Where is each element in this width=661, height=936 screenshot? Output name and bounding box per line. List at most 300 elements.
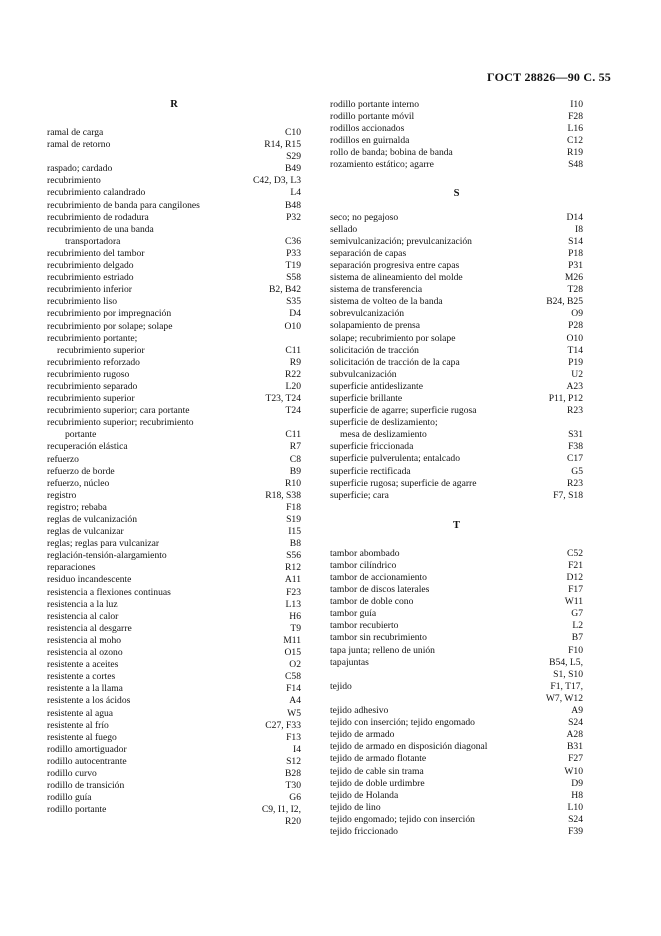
- entry-code: O10: [566, 332, 583, 344]
- entry-code: P28: [568, 320, 583, 332]
- entry-term: recubrimiento: [47, 175, 101, 187]
- entry-code: S31: [568, 429, 583, 441]
- entry-term: rodillo portante: [47, 804, 107, 816]
- entry-term: tejido de cable sin trama: [330, 765, 424, 777]
- entry-term: resistencia al desgarre: [47, 622, 132, 634]
- index-entry: [47, 212, 301, 224]
- index-entry: [47, 466, 301, 478]
- index-entry: [330, 453, 583, 465]
- entry-term: reparaciones: [47, 562, 96, 574]
- entry-code: F13: [286, 731, 301, 743]
- entry-code: L20: [285, 380, 301, 392]
- index-entry: [47, 429, 301, 441]
- entry-term: recubrimiento de rodadura: [47, 211, 149, 223]
- index-list-t: [330, 548, 583, 838]
- entry-code: R20: [285, 816, 301, 828]
- entry-term: reglas de vulcanizar: [47, 526, 124, 538]
- entry-term: superficie antideslizante: [330, 380, 423, 392]
- entry-term: resistente a cortes: [47, 671, 116, 683]
- entry-code: L2: [572, 620, 583, 632]
- index-entry: [47, 248, 301, 260]
- entry-code: S48: [568, 159, 583, 171]
- entry-code: S19: [286, 514, 301, 525]
- section-heading-s: S: [453, 187, 460, 199]
- entry-term: resistente a los ácidos: [47, 695, 131, 707]
- entry-code: C9, I1, I2,: [261, 804, 301, 816]
- entry-term: semivulcanización; prevulcanización: [330, 235, 472, 247]
- entry-term: tambor de doble cono: [330, 596, 414, 608]
- index-entry: [330, 548, 583, 560]
- entry-code: B28: [285, 767, 301, 779]
- entry-code: W7, W12: [545, 692, 583, 704]
- entry-term: recubrimiento por impregnación: [47, 308, 172, 320]
- entry-term: portante: [65, 429, 97, 441]
- index-entry: [330, 657, 583, 669]
- entry-term: resistente al frío: [47, 719, 109, 731]
- index-entry: [47, 659, 301, 671]
- entry-code: R18, S38: [265, 489, 301, 501]
- entry-code: B8: [289, 538, 301, 550]
- entry-term: resistente a la llama: [47, 683, 123, 695]
- index-entry: [47, 502, 301, 514]
- index-entry: [47, 357, 301, 369]
- index-entry: [330, 123, 583, 135]
- entry-term: solicitación de tracción de la capa: [330, 356, 460, 368]
- entry-term: recubrimiento de una banda: [47, 223, 154, 235]
- entry-term: tejido de armado en disposición diagonal: [330, 741, 488, 753]
- entry-code: W5: [287, 707, 301, 719]
- index-entry: [47, 224, 301, 236]
- entry-term: superficie de agarre; superficie rugosa: [330, 405, 477, 417]
- entry-code: B2, B42: [269, 284, 301, 296]
- index-entry: [47, 333, 301, 345]
- entry-code: F1, T17,: [550, 680, 583, 692]
- index-entry: [47, 272, 301, 284]
- entry-code: D9: [571, 777, 583, 789]
- entry-term: solicitación de tracción: [330, 344, 419, 356]
- entry-term: recubrimiento superior; recubrimiento: [47, 417, 194, 429]
- entry-term: registro; rebaba: [47, 501, 107, 513]
- entry-term: refuerzo, núcleo: [47, 477, 110, 489]
- entry-term: separación de capas: [330, 247, 407, 259]
- entry-term: rollo de banda; bobina de banda: [330, 147, 453, 159]
- index-entry: [47, 321, 301, 333]
- entry-code: G6: [289, 792, 301, 804]
- entry-code: C12: [567, 135, 583, 147]
- entry-code: C8: [289, 453, 301, 465]
- entry-term: refuerzo: [47, 453, 79, 465]
- section-heading-r: R: [170, 99, 178, 110]
- entry-term: seco; no pegajoso: [330, 211, 399, 223]
- index-entry: [330, 584, 583, 596]
- index-entry: [330, 790, 583, 802]
- entry-code: C42, D3, L3: [253, 175, 301, 187]
- entry-code: H6: [289, 610, 301, 622]
- entry-code: F17: [568, 584, 583, 596]
- index-entry: [330, 729, 583, 741]
- entry-code: S29: [286, 151, 301, 163]
- entry-term: recubrimiento superior; cara portante: [47, 405, 190, 417]
- entry-term: recubrimiento superior: [47, 393, 135, 405]
- entry-term: superficie rectificada: [330, 465, 411, 477]
- index-entry: [330, 705, 583, 717]
- entry-term: recubrimiento separado: [47, 380, 138, 392]
- entry-term: tejido friccionado: [330, 825, 398, 837]
- entry-code: I10: [570, 99, 583, 110]
- entry-term: tambor recubierto: [330, 620, 399, 632]
- index-entry: [330, 826, 583, 838]
- entry-code: I4: [293, 743, 301, 755]
- entry-term: solape; recubrimiento por solape: [330, 332, 456, 344]
- entry-code: W11: [564, 596, 583, 608]
- entry-code: B54, L5,: [549, 656, 583, 668]
- index-entry: [47, 599, 301, 611]
- index-entry: [330, 429, 583, 441]
- index-entry: [330, 693, 583, 705]
- entry-term: tejido con inserción; tejido engomado: [330, 717, 475, 729]
- entry-code: L10: [567, 801, 583, 813]
- entry-code: R14, R15: [264, 139, 301, 151]
- entry-code: S24: [568, 813, 583, 825]
- entry-term: tambor de accionamiento: [330, 572, 427, 583]
- entry-code: I15: [288, 526, 301, 538]
- index-entry: [47, 647, 301, 659]
- entry-term: resistente al fuego: [47, 731, 117, 743]
- entry-term: tambor de discos laterales: [330, 584, 430, 596]
- index-entry: [330, 236, 583, 248]
- entry-term: rodillo autocentrante: [47, 755, 127, 767]
- index-entry: [47, 514, 301, 526]
- entry-term: tejido: [330, 680, 352, 692]
- entry-term: tejido de lino: [330, 801, 381, 813]
- index-entry: [47, 151, 301, 163]
- entry-term: tejido de armado flotante: [330, 753, 427, 765]
- index-entry: [47, 454, 301, 466]
- entry-code: R19: [567, 147, 583, 159]
- entry-term: tejido de Holanda: [330, 789, 399, 801]
- index-list-s: [330, 212, 583, 502]
- index-entry: [47, 804, 301, 816]
- entry-term: rodillos en guirnalda: [330, 135, 410, 147]
- entry-code: R9: [289, 356, 301, 368]
- index-entry: [47, 139, 301, 151]
- index-entry: [47, 163, 301, 175]
- index-entry: [47, 768, 301, 780]
- entry-term: superficie brillante: [330, 392, 403, 404]
- entry-term: recubrimiento superior: [57, 344, 145, 356]
- entry-code: R10: [285, 477, 301, 489]
- entry-code: S58: [286, 272, 301, 284]
- index-entry: [47, 284, 301, 296]
- entry-code: T23, T24: [265, 393, 301, 405]
- section-heading-t: T: [452, 519, 460, 531]
- entry-term: recubrimiento calandrado: [47, 187, 146, 199]
- index-entry: [47, 732, 301, 744]
- entry-code: P18: [568, 247, 583, 259]
- entry-code: P11, P12: [548, 392, 583, 404]
- index-entry: [330, 296, 583, 308]
- index-list-r-continued: [330, 99, 583, 172]
- entry-term: refuerzo de borde: [47, 465, 115, 477]
- entry-term: rodillo curvo: [47, 767, 97, 779]
- entry-code: T14: [567, 344, 583, 356]
- index-entry: [330, 320, 583, 332]
- entry-code: B49: [285, 163, 301, 175]
- index-entry: [47, 671, 301, 683]
- index-entry: [47, 405, 301, 417]
- entry-term: separación progresiva entre capas: [330, 259, 460, 271]
- index-entry: [47, 635, 301, 647]
- index-entry: [330, 441, 583, 453]
- index-entry: [47, 236, 301, 248]
- index-entry: [47, 550, 301, 562]
- index-entry: [330, 99, 583, 111]
- index-entry: [47, 611, 301, 623]
- entry-term: rodillo portante móvil: [330, 111, 415, 123]
- index-entry: [47, 200, 301, 212]
- entry-term: recubrimiento rugoso: [47, 368, 130, 380]
- entry-code: M11: [283, 634, 301, 646]
- entry-code: T24: [285, 405, 301, 417]
- entry-term: sistema de alineamiento del molde: [330, 272, 463, 284]
- entry-term: tejido de doble urdimbre: [330, 777, 425, 789]
- entry-code: P31: [568, 259, 583, 271]
- entry-code: S24: [568, 717, 583, 729]
- entry-code: F14: [286, 683, 301, 695]
- index-entry: [330, 466, 583, 478]
- entry-code: C58: [285, 671, 301, 683]
- index-entry: [47, 683, 301, 695]
- entry-term: reglación-tensión-alargamiento: [47, 550, 167, 562]
- entry-code: S12: [286, 755, 301, 767]
- entry-term: recubrimiento portante;: [47, 332, 138, 344]
- entry-code: C17: [567, 453, 583, 465]
- entry-code: C11: [285, 344, 301, 356]
- index-entry: [47, 417, 301, 429]
- entry-code: B31: [567, 741, 583, 753]
- entry-term: rodillo de transición: [47, 780, 125, 792]
- entry-term: registro: [47, 489, 77, 501]
- entry-code: A23: [566, 380, 583, 392]
- entry-code: L16: [567, 123, 583, 135]
- entry-code: S56: [286, 550, 301, 562]
- entry-term: rodillos accionados: [330, 123, 405, 135]
- entry-term: recubrimiento reforzado: [47, 356, 140, 368]
- index-entry: [47, 587, 301, 599]
- entry-code: O15: [284, 647, 301, 659]
- entry-term: tapajuntas: [330, 656, 369, 668]
- entry-term: rodillo amortiguador: [47, 743, 127, 755]
- entry-code: B48: [285, 199, 301, 211]
- index-entry: [47, 756, 301, 768]
- entry-term: tejido adhesivo: [330, 705, 389, 717]
- index-entry: [330, 741, 583, 753]
- index-entry: [47, 345, 301, 357]
- entry-code: T19: [285, 260, 301, 272]
- entry-term: recuperación elástica: [47, 441, 128, 453]
- entry-code: P33: [286, 247, 301, 259]
- entry-term: rodillo guía: [47, 792, 92, 804]
- index-entry: [47, 369, 301, 381]
- entry-term: superficie de deslizamiento;: [330, 417, 438, 429]
- index-entry: [330, 490, 583, 502]
- entry-term: reglas; reglas para vulcanizar: [47, 538, 160, 550]
- entry-code: B24, B25: [546, 296, 583, 308]
- entry-term: tejido engomado; tejido con inserción: [330, 813, 475, 825]
- entry-code: R23: [567, 405, 583, 417]
- entry-code: C52: [567, 547, 583, 559]
- index-entry: [47, 381, 301, 393]
- entry-code: G5: [571, 465, 583, 477]
- entry-code: F23: [286, 586, 301, 598]
- index-entry: [330, 753, 583, 765]
- entry-code: F38: [568, 441, 583, 453]
- index-entry: [47, 720, 301, 732]
- entry-term: resistente a aceites: [47, 659, 119, 671]
- entry-code: F10: [568, 644, 583, 656]
- index-entry: [47, 744, 301, 756]
- entry-code: M26: [564, 272, 583, 284]
- entry-term: ramal de retorno: [47, 139, 111, 151]
- index-entry: [47, 695, 301, 707]
- entry-code: P19: [568, 356, 583, 368]
- entry-term: resistencia a flexiones continuas: [47, 586, 171, 598]
- entry-term: recubrimiento de banda para cangilones: [47, 199, 200, 211]
- entry-code: F27: [568, 753, 583, 765]
- index-entry: [47, 562, 301, 574]
- entry-code: F39: [568, 825, 583, 837]
- entry-code: D14: [566, 211, 583, 223]
- entry-code: O2: [289, 659, 301, 671]
- index-entry: [47, 623, 301, 635]
- entry-term: recubrimiento delgado: [47, 260, 134, 272]
- index-entry: [330, 260, 583, 272]
- entry-code: A9: [571, 705, 583, 717]
- index-entry: [330, 778, 583, 790]
- index-entry: [330, 802, 583, 814]
- entry-term: rodillo portante interno: [330, 99, 419, 110]
- index-entry: [330, 608, 583, 620]
- entry-term: recubrimiento liso: [47, 296, 118, 308]
- entry-code: F21: [568, 559, 583, 571]
- index-entry: [330, 478, 583, 490]
- entry-term: superficie pulverulenta; entalcado: [330, 453, 460, 465]
- index-entry: [330, 417, 583, 429]
- entry-code: W10: [564, 765, 583, 777]
- entry-code: C27, F33: [265, 719, 301, 731]
- entry-term: raspado; cardado: [47, 163, 113, 175]
- index-entry: [330, 369, 583, 381]
- entry-term: resistente al agua: [47, 707, 114, 719]
- entry-code: S35: [286, 296, 301, 308]
- entry-term: sellado: [330, 223, 358, 235]
- entry-code: D4: [289, 308, 301, 320]
- entry-term: superficie rugosa; superficie de agarre: [330, 477, 477, 489]
- entry-term: superficie friccionada: [330, 441, 414, 453]
- entry-code: I8: [575, 223, 583, 235]
- index-entry: [47, 187, 301, 199]
- entry-term: tambor guía: [330, 608, 377, 620]
- index-entry: [47, 526, 301, 538]
- entry-code: G7: [571, 608, 583, 620]
- entry-code: A4: [289, 695, 301, 707]
- entry-code: A11: [284, 574, 301, 586]
- index-entry: [330, 572, 583, 584]
- entry-term: tambor sin recubrimiento: [330, 632, 427, 644]
- entry-code: H8: [571, 789, 583, 801]
- index-entry: [330, 393, 583, 405]
- entry-term: solapamiento de prensa: [330, 320, 421, 332]
- entry-term: resistencia al moho: [47, 634, 122, 646]
- entry-term: sistema de volteo de la banda: [330, 296, 443, 308]
- entry-term: superficie; cara: [330, 489, 389, 501]
- entry-term: recubrimiento inferior: [47, 284, 132, 296]
- index-entry: [330, 620, 583, 632]
- entry-code: T28: [567, 284, 583, 296]
- index-entry: [330, 284, 583, 296]
- index-entry: [330, 766, 583, 778]
- index-entry: [330, 147, 583, 159]
- index-entry: [47, 175, 301, 187]
- entry-code: F7, S18: [553, 489, 583, 501]
- entry-term: sobrevulcanización: [330, 308, 405, 320]
- index-entry: [330, 308, 583, 320]
- index-entry: [330, 814, 583, 826]
- index-entry: [47, 260, 301, 272]
- index-entry: [47, 538, 301, 550]
- entry-code: R23: [567, 477, 583, 489]
- entry-code: D12: [566, 572, 583, 583]
- entry-code: O9: [571, 308, 583, 320]
- entry-term: recubrimiento estriado: [47, 272, 134, 284]
- entry-term: recubrimiento del tambor: [47, 247, 145, 259]
- entry-code: A28: [566, 729, 583, 741]
- entry-code: B7: [571, 632, 583, 644]
- entry-term: residuo incandescente: [47, 574, 132, 586]
- entry-term: resistencia al calor: [47, 610, 119, 622]
- index-entry: [47, 308, 301, 320]
- index-entry: [47, 393, 301, 405]
- entry-term: resistencia al ozono: [47, 647, 123, 659]
- index-entry: [330, 632, 583, 644]
- entry-term: tambor abombado: [330, 547, 400, 559]
- index-entry: [330, 212, 583, 224]
- right-column: [330, 99, 583, 838]
- entry-code: S1, S10: [553, 668, 583, 680]
- entry-code: T30: [285, 780, 301, 792]
- entry-code: L13: [285, 598, 301, 610]
- index-entry: [47, 478, 301, 490]
- entry-term: tapa junta; relleno de unión: [330, 644, 435, 656]
- index-entry: [47, 780, 301, 792]
- index-entry: [330, 381, 583, 393]
- entry-term: resistencia a la luz: [47, 598, 118, 610]
- entry-code: F28: [568, 111, 583, 123]
- index-entry: [330, 717, 583, 729]
- entry-term: tambor cilíndrico: [330, 559, 397, 571]
- page-header: ГОСТ 28826—90 С. 55: [487, 70, 611, 84]
- entry-code: R12: [285, 562, 301, 574]
- index-entry: [330, 345, 583, 357]
- index-entry: [47, 816, 301, 828]
- index-entry: [330, 596, 583, 608]
- entry-term: reglas de vulcanización: [47, 514, 138, 525]
- index-entry: [330, 135, 583, 147]
- left-column: [47, 99, 301, 828]
- index-entry: [330, 405, 583, 417]
- entry-term: mesa de deslizamiento: [340, 429, 427, 441]
- entry-term: subvulcanización: [330, 368, 397, 380]
